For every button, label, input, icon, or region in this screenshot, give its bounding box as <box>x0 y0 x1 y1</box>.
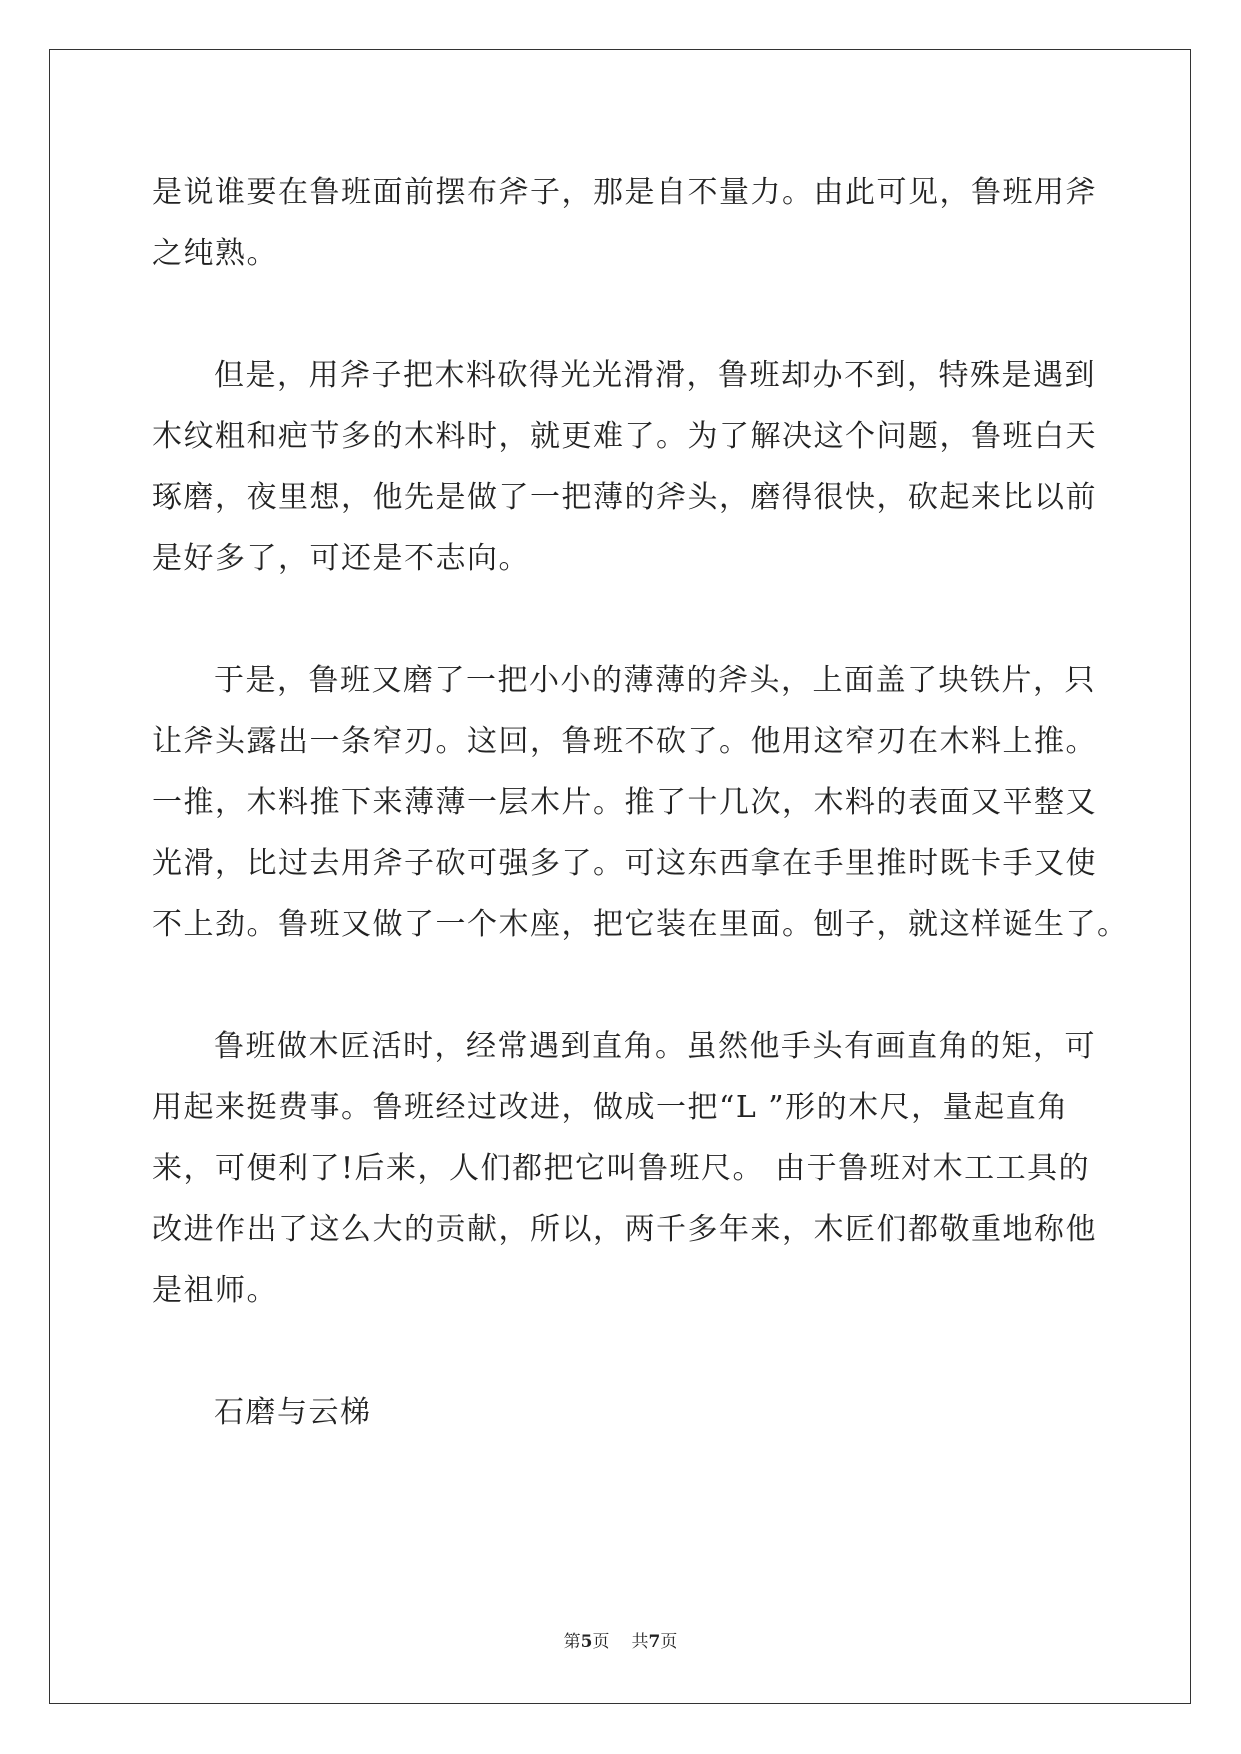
page-number: 5 <box>580 1632 593 1652</box>
blank-line <box>152 284 1102 345</box>
text-line: 木纹粗和疤节多的木料时，就更难了。为了解决这个问题，鲁班白天 <box>152 419 1097 454</box>
total-pages: 7 <box>648 1632 661 1652</box>
text-line: 是说谁要在鲁班面前摆布斧子，那是自不量力。由此可见，鲁班用斧 <box>152 175 1097 210</box>
page-number-suffix: 页 <box>592 1632 610 1652</box>
blank-line <box>152 955 1102 1016</box>
paragraph-first-line: 但是，用斧子把木料砍得光光滑滑，鲁班却办不到，特殊是遇到 <box>214 358 1096 393</box>
page-footer <box>0 1627 1241 1652</box>
paragraph-first-line: 鲁班做木匠活时，经常遇到直角。虽然他手头有画直角的矩，可 <box>214 1029 1096 1064</box>
text-line: 是好多了，可还是不志向。 <box>152 541 530 576</box>
text-line: 来，可便利了!后来，人们都把它叫鲁班尺。 由于鲁班对木工工具的 <box>152 1151 1091 1186</box>
total-pages-prefix: 共 <box>631 1632 649 1652</box>
page-number-prefix: 第 <box>563 1632 581 1652</box>
total-pages-suffix: 页 <box>660 1632 678 1652</box>
paragraph-first-line: 于是，鲁班又磨了一把小小的薄薄的斧头，上面盖了块铁片，只 <box>214 663 1096 698</box>
document-body <box>152 162 1129 1443</box>
text-line: 琢磨，夜里想，他先是做了一把薄的斧头，磨得很快，砍起来比以前 <box>152 480 1097 515</box>
blank-line <box>152 589 1102 650</box>
section-heading: 石磨与云梯 <box>214 1395 372 1430</box>
text-line: 不上劲。鲁班又做了一个木座，把它装在里面。刨子，就这样诞生了。 <box>152 907 1129 942</box>
text-line: 用起来挺费事。鲁班经过改进，做成一把“L ”形的木尺，量起直角 <box>152 1090 1069 1125</box>
blank-line <box>152 1321 1102 1382</box>
text-line: 光滑，比过去用斧子砍可强多了。可这东西拿在手里推时既卡手又使 <box>152 846 1097 881</box>
text-line: 改进作出了这么大的贡献，所以，两千多年来，木匠们都敬重地称他 <box>152 1212 1097 1247</box>
text-line: 之纯熟。 <box>152 236 278 271</box>
text-line: 让斧头露出一条窄刃。这回，鲁班不砍了。他用这窄刃在木料上推。 <box>152 724 1097 759</box>
text-line: 一推，木料推下来薄薄一层木片。推了十几次，木料的表面又平整又 <box>152 785 1097 820</box>
text-line: 是祖师。 <box>152 1273 278 1308</box>
